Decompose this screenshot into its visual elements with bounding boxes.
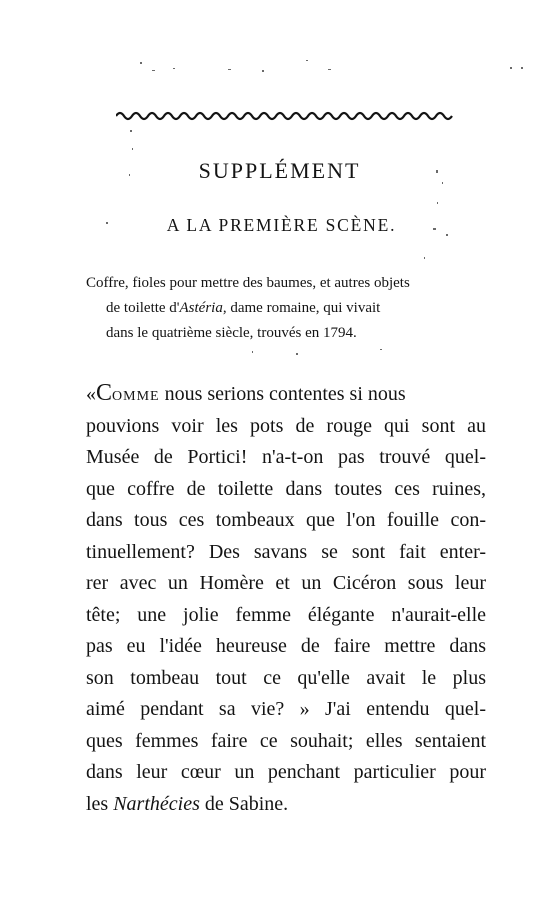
caption-line: de toilette d'Astéria, dame romaine, qui vivait [106,300,381,316]
body-emphasis: Narthécies [113,792,200,815]
body-line: dans leur cœur un penchant particulier pour [86,761,486,783]
body-paragraph [86,378,486,820]
body-line: rer avec un Homère et un Cicéron sous leur [86,572,486,594]
initial-letter: C [96,380,113,406]
body-line: dans tous ces tombeaux que l'on fouille con- [86,509,486,531]
body-line: tinuellement? Des savans se sont fait enter- [86,540,486,563]
body-line: tête; une jolie femme élégante n'aurait-elle [86,603,486,626]
caption-line: dans le quatrième siècle, trouvés en 1794. [106,325,357,341]
body-line: aimé pendant sa vie? » J'ai entendu quel- [86,698,486,720]
body-line: les Narthécies de Sabine. [86,792,289,815]
section-title: SUPPLÉMENT [198,158,361,183]
section-subtitle: A LA PREMIÈRE SCÈNE. [166,215,397,235]
first-word-rest: omme [112,383,160,405]
body-line: que coffre de toilette dans toutes ces ruines, [86,477,486,500]
opening-quote: « [86,383,96,405]
caption-line: Coffre, fioles pour mettre des baumes, et autres objets [86,275,410,291]
body-line: Musée de Portici! n'a-t-on pas trouvé quel- [86,446,486,468]
body-line: pas eu l'idée heureuse de faire mettre dans [86,635,486,657]
body-line: ques femmes faire ce souhait; elles sentaient [86,729,486,752]
body-line: son tombeau tout ce qu'elle avait le plus [86,666,486,689]
illustration-caption [86,271,446,346]
body-line: pouvions voir les pots de rouge qui sont au [86,414,486,437]
caption-emphasis: Astéria [179,300,223,316]
body-line: «Comme nous serions contentes si nous [86,380,406,406]
ornamental-rule [116,110,454,122]
